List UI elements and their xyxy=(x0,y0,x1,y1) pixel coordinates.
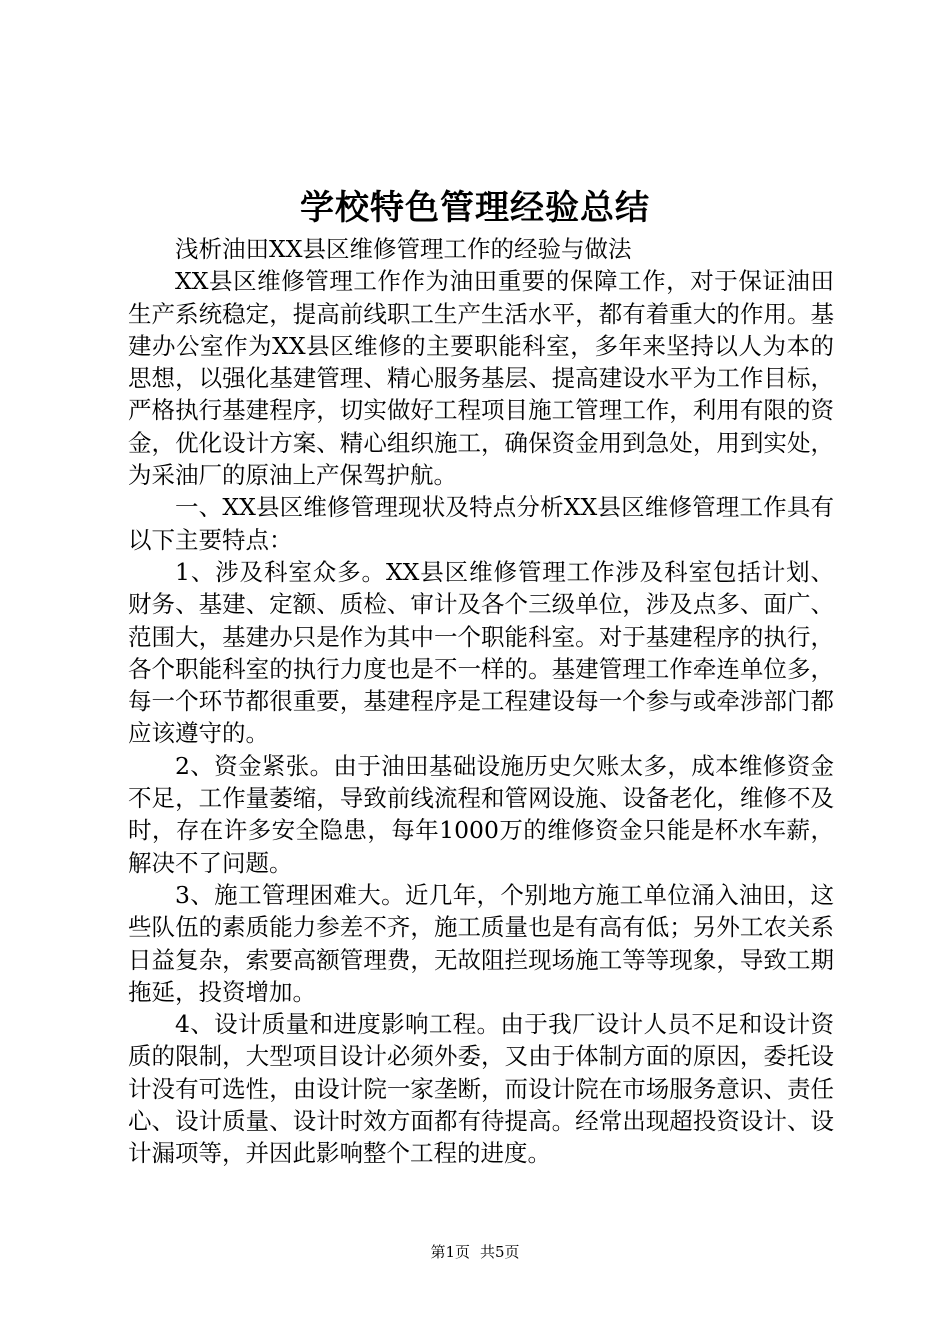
paragraph-point-4: 4、设计质量和进度影响工程。由于我厂设计人员不足和设计资质的限制，大型项目设计必须外委，又由于体制方面的原因，委托设计没有可选性，由设计院一家垄断，而设计院在市场服务意识、责任心、设计质量、设计时效方面都有待提高。经常出现超投资设计、设计漏项等，并因此影响整个工程的进度。 xyxy=(128,1010,834,1168)
paragraph-subtitle: 浅析油田XX县区维修管理工作的经验与做法 xyxy=(175,235,632,263)
paragraph-section-one: 一、XX县区维修管理现状及特点分析XX县区维修管理工作具有以下主要特点： xyxy=(128,493,834,554)
paragraph-point-2: 2、资金紧张。由于油田基础设施历史欠账太多，成本维修资金不足，工作量萎缩，导致前线流程和管网设施、设备老化，维修不及时，存在许多安全隐患，每年1000万的维修资金只能是杯水车薪，解决不了问题。 xyxy=(128,751,834,877)
paragraph-point-1: 1、涉及科室众多。XX县区维修管理工作涉及科室包括计划、财务、基建、定额、质检、审计及各个三级单位，涉及点多、面广、范围大，基建办只是作为其中一个职能科室。对于基建程序的执行，各个职能科室的执行力度也是不一样的。基建管理工作牵连单位多，每一个环节都很重要，基建程序是工程建设每一个参与或牵涉部门都应该遵守的。 xyxy=(128,557,834,748)
page-footer xyxy=(0,1240,950,1264)
page-number-current: 第1页 xyxy=(430,1243,470,1261)
paragraph-point-3: 3、施工管理困难大。近几年，个别地方施工单位涌入油田，这些队伍的素质能力参差不齐，施工质量也是有高有低；另外工农关系日益复杂，索要高额管理费，无故阻拦现场施工等等现象，导致工期拖延，投资增加。 xyxy=(128,880,834,1006)
document-body xyxy=(128,233,834,1170)
document-title: 学校特色管理经验总结 xyxy=(300,188,650,228)
page-number-total: 共5页 xyxy=(480,1243,520,1261)
paragraph-intro: XX县区维修管理工作作为油田重要的保障工作，对于保证油田生产系统稳定，提高前线职工生产生活水平，都有着重大的作用。基建办公室作为XX县区维修的主要职能科室，多年来坚持以人为本的思想，以强化基建管理、精心服务基层、提高建设水平为工作目标，严格执行基建程序，切实做好工程项目施工管理工作，利用有限的资金，优化设计方案、精心组织施工，确保资金用到急处，用到实处，为采油厂的原油上产保驾护航。 xyxy=(128,267,834,490)
